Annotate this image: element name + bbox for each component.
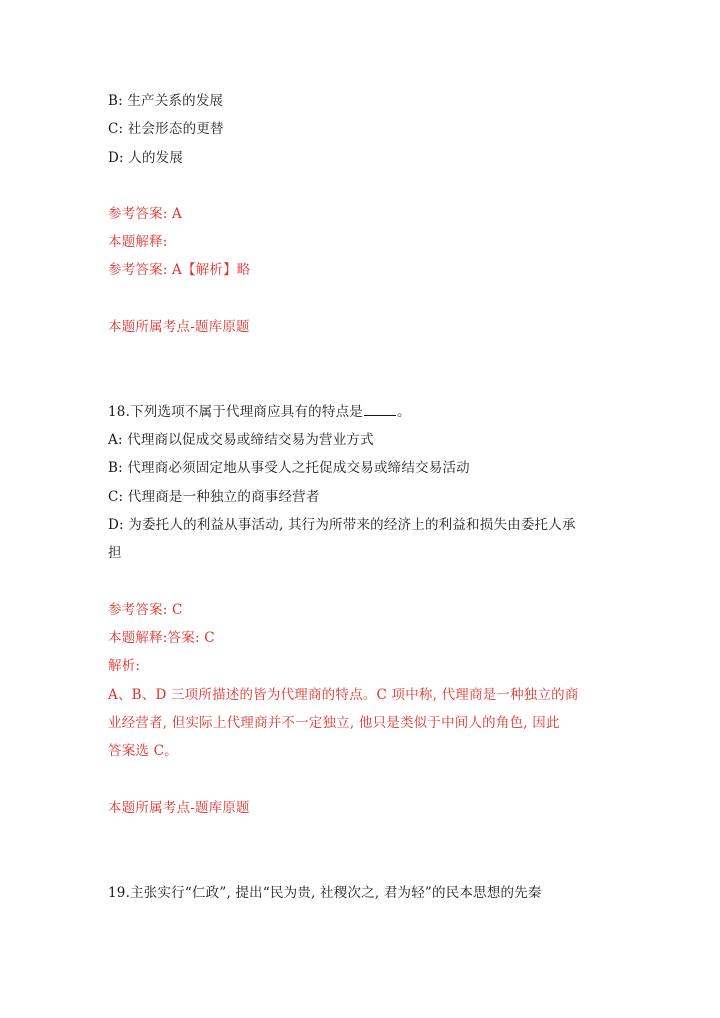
q18-stem: [108, 403, 411, 421]
q17-option-b: B: 生产关系的发展: [108, 93, 224, 109]
q18-option-d-line2: 担: [108, 545, 122, 561]
q18-explanation: 本题解释:答案: C: [108, 630, 215, 646]
q19-stem-line1: 19.主张实行“仁政”, 提出“民为贵, 社稷次之, 君为轻”的民本思想的先秦: [108, 885, 542, 901]
q18-option-c: C: 代理商是一种独立的商事经营者: [108, 489, 320, 505]
q17-explanation-label: 本题解释:: [108, 234, 168, 250]
q18-option-a: A: 代理商以促成交易或缔结交易为营业方式: [108, 432, 374, 448]
answer-blank: [364, 403, 396, 416]
q18-analysis-line2: 业经营者, 但实际上代理商并不一定独立, 他只是类似于中间人的角色, 因此: [108, 715, 560, 731]
q18-analysis-line1: A、B、D 三项所描述的皆为代理商的特点。C 项中称, 代理商是一种独立的商: [108, 687, 579, 703]
q18-analysis-line3: 答案选 C。: [108, 743, 178, 759]
q17-option-c: C: 社会形态的更替: [108, 121, 224, 137]
q17-option-d: D: 人的发展: [108, 150, 184, 166]
q18-option-b: B: 代理商必须固定地从事受人之托促成交易或缔结交易活动: [108, 460, 470, 476]
q18-analysis-label: 解析:: [108, 658, 141, 674]
q18-answer: 参考答案: C: [108, 602, 183, 618]
q18-source: 本题所属考点-题库原题: [108, 800, 250, 816]
q18-option-d-line1: D: 为委托人的利益从事活动, 其行为所带来的经济上的利益和损失由委托人承: [108, 517, 576, 533]
q17-source: 本题所属考点-题库原题: [108, 319, 250, 335]
q17-answer-detail: 参考答案: A【解析】略: [108, 262, 251, 278]
q18-stem-text: 18.下列选项不属于代理商应具有的特点是: [108, 404, 363, 420]
q17-answer: 参考答案: A: [108, 206, 182, 222]
q18-stem-end: 。: [396, 404, 411, 420]
